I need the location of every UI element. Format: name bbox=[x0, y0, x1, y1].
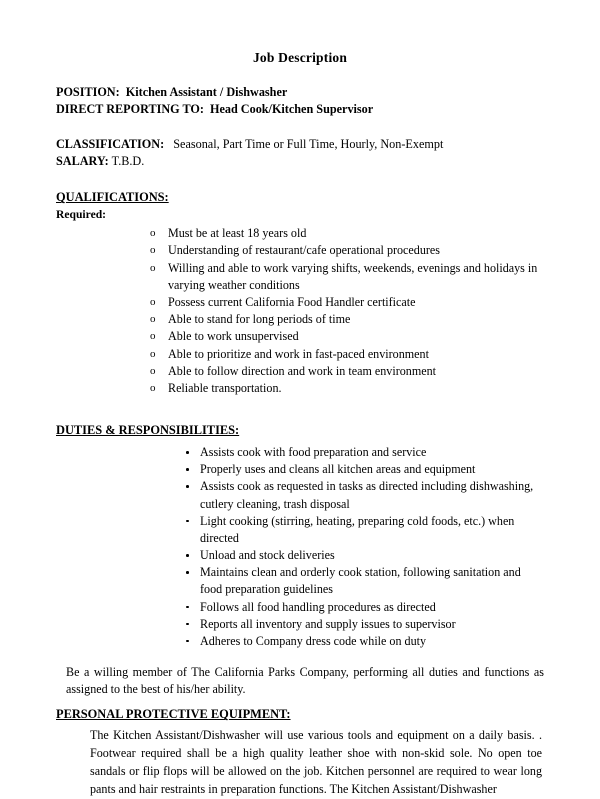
ppe-section bbox=[56, 707, 544, 799]
reporting-value: Head Cook/Kitchen Supervisor bbox=[209, 102, 374, 117]
position-value: Kitchen Assistant / Dishwasher bbox=[125, 85, 288, 99]
ppe-paragraph: The Kitchen Assistant/Dishwasher will use various tools and equipment on a daily basis. . Footwear required shall be a high quality leather shoe with non-skid sole. No open toe sandals or flip flops will be allowed on the job. Kitchen personnel are required to wear long pants and hair restraints in preparation functions. The Kitchen Assistant/Dishwasher bbox=[90, 728, 542, 797]
list-item: o Able to follow direction and work in team environment bbox=[150, 363, 544, 380]
list-item: o Possess current California Food Handler certificate bbox=[150, 294, 544, 311]
list-item: o Must be at least 18 years old bbox=[150, 225, 544, 242]
salary-label: SALARY: bbox=[56, 154, 109, 169]
position-line bbox=[56, 84, 544, 101]
qualifications-section bbox=[56, 190, 544, 397]
classification-line bbox=[56, 136, 544, 153]
list-item: o Able to prioritize and work in fast-paced environment bbox=[150, 346, 544, 363]
reporting-line bbox=[56, 101, 544, 118]
list-item: Assists cook with food preparation and service bbox=[184, 444, 544, 461]
duties-heading: DUTIES & RESPONSIBILITIES: bbox=[56, 423, 240, 438]
page-title: Job Description bbox=[252, 50, 348, 65]
classification-value: Seasonal, Part Time or Full Time, Hourly, Non-Exempt bbox=[173, 137, 444, 152]
list-item: Maintains clean and orderly cook station, following sanitation and food preparation guidelines bbox=[184, 564, 544, 598]
salary-line bbox=[56, 153, 544, 170]
list-item: Assists cook as requested in tasks as directed including dishwashing, cutlery cleaning, trash disposal bbox=[184, 478, 544, 512]
list-item: Adheres to Company dress code while on duty bbox=[184, 633, 544, 650]
salary-value: T.B.D. bbox=[111, 154, 145, 169]
qualifications-heading: QUALIFICATIONS: bbox=[56, 190, 169, 205]
list-item: o Able to stand for long periods of time bbox=[150, 311, 544, 328]
duties-list bbox=[56, 444, 544, 650]
ppe-heading: PERSONAL PROTECTIVE EQUIPMENT: bbox=[56, 707, 291, 722]
list-item: Properly uses and cleans all kitchen areas and equipment bbox=[184, 461, 544, 478]
header-fields bbox=[56, 84, 544, 118]
list-item: Unload and stock deliveries bbox=[184, 547, 544, 564]
reporting-label: DIRECT REPORTING TO: bbox=[56, 102, 204, 117]
list-item: Follows all food handling procedures as directed bbox=[184, 599, 544, 616]
list-item: o Able to work unsupervised bbox=[150, 328, 544, 345]
classification-label: CLASSIFICATION: bbox=[56, 137, 165, 152]
list-item: o Willing and able to work varying shifts, weekends, evenings and holidays in varying weather conditions bbox=[150, 260, 544, 294]
position-label: POSITION: bbox=[56, 85, 120, 99]
list-item: o Understanding of restaurant/cafe operational procedures bbox=[150, 242, 544, 259]
duties-closing-paragraph: Be a willing member of The California Parks Company, performing all duties and functions as assigned to the best of his/her ability. bbox=[66, 665, 544, 697]
duties-section bbox=[56, 423, 544, 698]
list-item: Light cooking (stirring, heating, preparing cold foods, etc.) when directed bbox=[184, 513, 544, 547]
classification-group bbox=[56, 136, 544, 170]
qualifications-subheading: Required: bbox=[56, 208, 107, 222]
list-item: Reports all inventory and supply issues to supervisor bbox=[184, 616, 544, 633]
list-item: o Reliable transportation. bbox=[150, 380, 544, 397]
qualifications-list bbox=[56, 225, 544, 397]
